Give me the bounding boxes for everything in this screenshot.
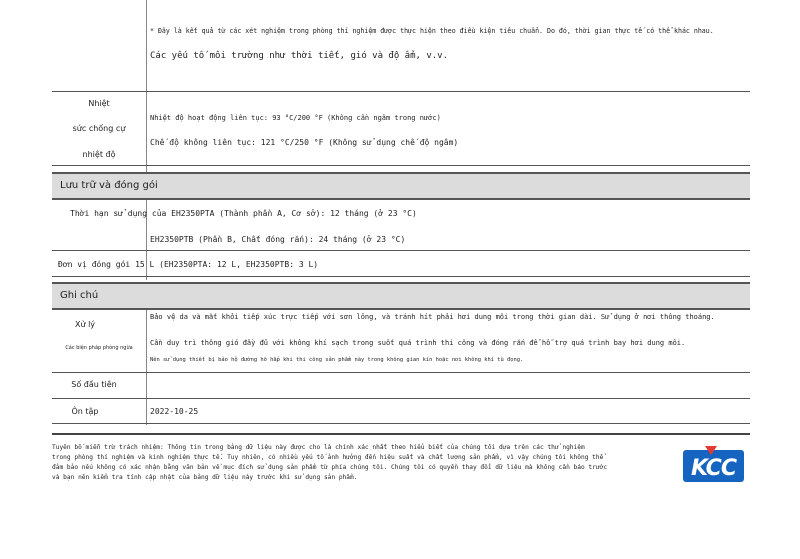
section-notes-header bbox=[52, 282, 750, 310]
review-date: 2022-10-25 bbox=[150, 407, 199, 416]
kcc-logo bbox=[683, 446, 744, 484]
divider bbox=[52, 165, 750, 166]
divider bbox=[52, 398, 750, 399]
pack-unit: Đơn vị đóng gói 15 L (EH2350PTA: 12 L, EH2350PTB: 3 L) bbox=[58, 260, 319, 269]
kcc-logo-text: KCC bbox=[691, 456, 736, 481]
disclaimer-line: Tuyên bố miễn trừ trách nhiệm: Thông tin trong bảng dữ liệu này được cho là chính xác nhất theo hiểu biết của chúng tôi dựa trên các thử nghiệm bbox=[52, 444, 585, 451]
disclaimer bbox=[52, 443, 672, 483]
continuous-temp: Nhiệt độ hoạt động liên tục: 93 °C/200 °F (Không cần ngâm trong nước) bbox=[150, 114, 441, 122]
handling-label: Xử lý bbox=[74, 320, 96, 329]
heat-label-2: sức chống cự bbox=[72, 124, 126, 133]
shelf-life-b: EH2350PTB (Phần B, Chất đóng rắn): 24 tháng (ở 23 °C) bbox=[150, 235, 406, 244]
divider bbox=[52, 372, 750, 373]
disclaimer-line: trong phòng thí nghiệm và kinh nghiệm thực tế. Tuy nhiên, có nhiều yếu tố ảnh hưởng đến hiệu suất và chất lượng sản phẩm, vì vậy chúng tôi không thể bbox=[52, 454, 604, 461]
divider bbox=[52, 250, 750, 251]
noncontinuous-temp: Chế độ không liên tục: 121 °C/250 °F (Không sử dụng chế độ ngâm) bbox=[150, 138, 459, 147]
first-number-label: Số đầu tiên bbox=[71, 380, 117, 389]
precautions-label: Các biện pháp phòng ngừa bbox=[65, 345, 133, 351]
heat-label-3: nhiệt độ bbox=[82, 150, 116, 159]
handling-text-3: Nên sử dụng thiết bị bảo hộ đường hô hấp khi thi công sản phẩm này trong không gian kín hoặc nơi không khí tù đọng. bbox=[150, 357, 524, 363]
review-label: Ôn tập bbox=[71, 407, 99, 416]
divider bbox=[52, 91, 750, 92]
divider bbox=[52, 423, 750, 424]
column-divider-notes bbox=[146, 310, 147, 425]
section-title: Ghi chú bbox=[60, 290, 99, 301]
heat-label-1: Nhiệt bbox=[88, 99, 110, 108]
lab-note: * Đây là kết quả từ các xét nghiệm trong phòng thí nghiệm được thực hiện theo điều kiện tiêu chuẩn. Do đó, thời gian thực tế có thể khác nhau. bbox=[150, 27, 714, 35]
column-divider-top bbox=[146, 0, 147, 172]
handling-text-2: Cần duy trì thông gió đầy đủ với không khí sạch trong suốt quá trình thi công và đóng rắn để hỗ trợ quá trình bay hơi dung môi. bbox=[150, 339, 686, 347]
handling-text-1: Bảo vệ da và mắt khỏi tiếp xúc trực tiếp với sơn lỏng, và tránh hít phải hơi dung môi trong thời gian dài. Sử dụng ở nơi thông thoáng. bbox=[150, 313, 715, 321]
shelf-life-a: Thời hạn sử dụng của EH2350PTA (Thành phần A, Cơ sở): 12 tháng (ở 23 °C) bbox=[70, 209, 417, 218]
divider bbox=[52, 276, 750, 277]
disclaimer-line: và bạn nên kiểm tra tính cập nhật của bảng dữ liệu này trước khi sử dụng sản phẩm. bbox=[52, 474, 358, 481]
environment-factors: Các yếu tố môi trường như thời tiết, gió và độ ẩm, v.v. bbox=[150, 51, 449, 61]
kcc-logo-graphic bbox=[683, 446, 744, 484]
disclaimer-line: đảm bảo nếu không có xác nhận bằng văn bản về mục đích sử dụng sản phẩm từ phía chúng tôi. Chúng tôi có quyền thay đổi dữ liệu mà không cần báo trước bbox=[52, 464, 608, 471]
footer-divider bbox=[52, 433, 750, 435]
section-title: Lưu trữ và đóng gói bbox=[60, 180, 158, 191]
section-storage-header bbox=[52, 172, 750, 200]
